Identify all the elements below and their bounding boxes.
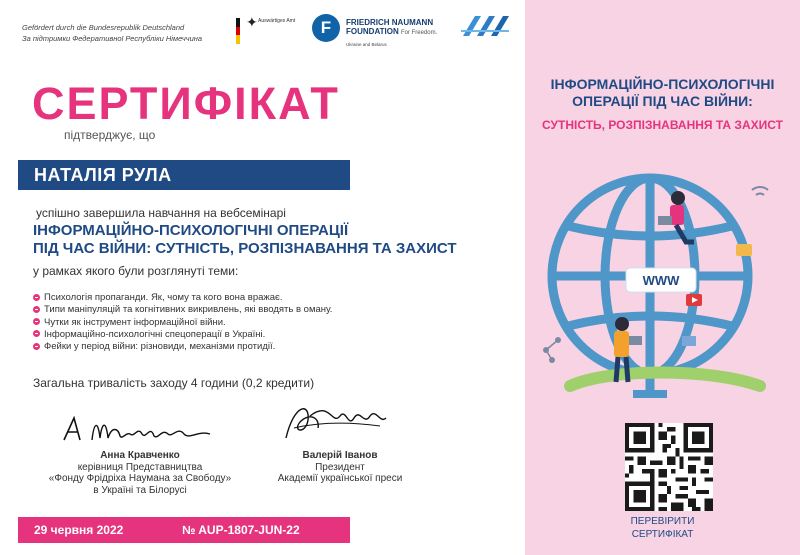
list-item: Фейки у період війни: різновиди, механізми протидії. bbox=[33, 341, 332, 353]
fnf-title: FRIEDRICH NAUMANN FOUNDATION For Freedom. bbox=[346, 18, 438, 36]
aup-logo-icon bbox=[457, 14, 511, 38]
minus-circle-icon bbox=[33, 318, 40, 325]
completed-text: успішно завершила навчання на вебсемінарі bbox=[36, 206, 286, 220]
topics-list bbox=[33, 292, 332, 353]
minus-circle-icon bbox=[33, 343, 40, 350]
list-item: Чутки як інструмент інформаційної війни. bbox=[33, 317, 332, 329]
footer-bar bbox=[18, 517, 350, 543]
eagle-icon: ✦ bbox=[246, 14, 258, 30]
fnf-region: Ukraine and Belarus bbox=[346, 42, 387, 47]
certificate-title: СЕРТИФІКАТ bbox=[32, 78, 340, 129]
signature-1 bbox=[60, 412, 220, 448]
funding-line-ua: За підтримки Федеративної Республіки Німеччина bbox=[22, 34, 203, 43]
verify-certificate: ПЕРЕВІРИТИ СЕРТИФІКАТ bbox=[630, 516, 695, 540]
signature-2 bbox=[280, 398, 390, 446]
www-label: WWW bbox=[642, 273, 680, 288]
confirms-text: підтверджує, що bbox=[64, 128, 156, 142]
aup-logo bbox=[453, 14, 515, 48]
minus-circle-icon bbox=[33, 330, 40, 337]
auswaertiges-amt-label: Auswärtiges Amt bbox=[258, 18, 296, 24]
qr-code-icon bbox=[625, 423, 713, 511]
duration-text: Загальна тривалість заходу 4 години (0,2 кредити) bbox=[33, 376, 315, 390]
issue-date: 29 червня 2022 bbox=[34, 523, 124, 537]
side-title: ІНФОРМАЦІЙНО-ПСИХОЛОГІЧНІ ОПЕРАЦІЇ ПІД ЧАС ВІЙНИ: bbox=[550, 76, 775, 109]
topics-intro: у рамках якого були розглянуті теми: bbox=[33, 264, 239, 278]
minus-circle-icon bbox=[33, 294, 40, 301]
list-item: Типи маніпуляцій та когнітивних викривлень, які вводять в оману. bbox=[33, 304, 332, 316]
fnf-logo bbox=[312, 14, 437, 50]
globe-illustration bbox=[530, 150, 792, 405]
fnf-logo-icon: F bbox=[312, 14, 340, 42]
course-title: ІНФОРМАЦІЙНО-ПСИХОЛОГІЧНІ ОПЕРАЦІЇ ПІД ЧАС ВІЙНИ: СУТНІСТЬ, РОЗПІЗНАВАННЯ ТА ЗАХИСТ bbox=[33, 222, 457, 257]
recipient-name: НАТАЛІЯ РУЛА bbox=[34, 165, 172, 185]
funding-note bbox=[22, 22, 202, 44]
funding-line-de: Gefördert durch die Bundesrepublik Deutschland bbox=[22, 23, 185, 32]
auswaertiges-amt-logo bbox=[236, 14, 296, 54]
recipient-name-bar bbox=[18, 160, 350, 190]
side-subtitle: СУТНІСТЬ, РОЗПІЗНАВАННЯ ТА ЗАХИСТ bbox=[542, 118, 783, 132]
german-flag-icon bbox=[236, 18, 240, 44]
list-item: Інформаційно-психологічні спецоперації в Україні. bbox=[33, 329, 332, 341]
signer-2: Валерій Іванов Президент Академії української преси bbox=[277, 450, 403, 484]
signer-1: Анна Кравченко керівниця Представництва «Фонду Фрідріха Наумана за Свободу» в Україні та Білорусі bbox=[48, 450, 232, 496]
minus-circle-icon bbox=[33, 306, 40, 313]
list-item: Психологія пропаганди. Як, чому та кого вона вражає. bbox=[33, 292, 332, 304]
certificate-number: № AUP-1807-JUN-22 bbox=[182, 523, 300, 537]
